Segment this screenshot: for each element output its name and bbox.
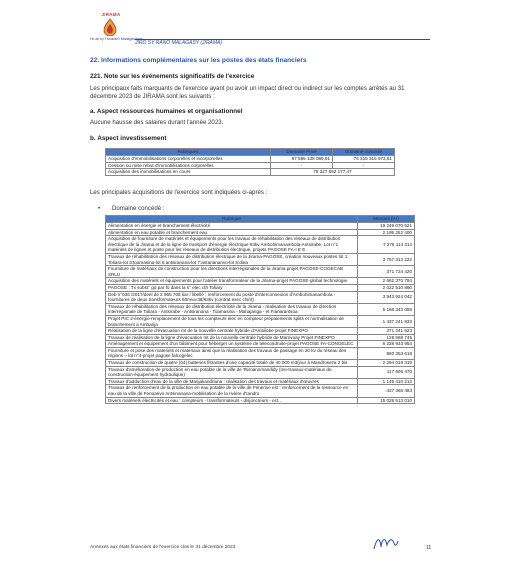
bullet-item xyxy=(98,205,165,212)
row-label: Travaux de réhabilitation des réseaux de distribution électricité de la Jirama - réalisation des travaux de direction interrégionale de Toliara - Antsirabe - Antsiranana - Toamasina - Mahajanga - et Fianarantsoa xyxy=(106,303,358,315)
column-header: Rubrique xyxy=(106,216,358,223)
row-label: Acquisition de fourniture de matériels et équipements pour les travaux de réhabilitation des réseaux de distribution électrique de la Jirama et de la ligne de transport d'énergie électrique 63kv Ambohimanambola-Antsirabe. Lot n°1 matériels de lignes et poste pour les réseaux de distribution électrique, projets PAGOSE FA-I E E xyxy=(106,236,358,254)
table-row xyxy=(106,315,415,327)
table-row xyxy=(106,385,415,397)
flame-drop-icon xyxy=(100,18,120,36)
row-label: Acquisition d'immobilisations corporelles et incorporelles xyxy=(106,156,271,163)
row-amount: 15 028 513 010 xyxy=(358,397,415,404)
column-header: Domaine concédé xyxy=(333,149,395,156)
table-row xyxy=(106,162,395,169)
logo-tagline: Ho an'ny Fivoaran'i Madagasikara xyxy=(90,37,143,41)
row-label: Cession ou mise rebut d'immobilisations corporelles xyxy=(106,162,271,169)
row-label: Divers matériels électricités et eau : compteurs - transformateurs - disjoncteurs - ect... xyxy=(106,397,358,404)
column-header: Domaine Privé xyxy=(271,149,333,156)
table-row xyxy=(106,397,415,404)
row-amount: 2 195 252 400 xyxy=(358,229,415,236)
row-amount: 2 662 370 784 xyxy=(358,278,415,285)
table-row xyxy=(106,229,415,236)
acquisitions-intro: Les principales acquisitions de l'exercice sont indiquées ci-après : xyxy=(90,189,268,196)
row-amount: 1 437 241 833 xyxy=(358,315,415,327)
row-amount: 5 168 343 059 xyxy=(358,303,415,315)
table-row xyxy=(106,303,415,315)
signature-mark xyxy=(372,533,400,558)
table-row xyxy=(106,291,415,303)
row-amount: 3 943 924 042 xyxy=(358,291,415,303)
header-title: JIRO SY RANO MALAGASY (JIRAMA) xyxy=(135,40,223,46)
row-label: Acquisition des matériels et équipements pour l'atelier transformateur de la Jirama-projet PAGOSE-global technologie xyxy=(106,278,358,285)
section-title: 22. Informations complémentaires sur les postes des états financiers xyxy=(90,57,307,64)
row-label: Alimentation en énergie et branchement électricité xyxy=(106,223,358,230)
table-row xyxy=(106,360,415,367)
row-amount: 128 568 745 xyxy=(358,334,415,341)
table-row xyxy=(106,266,415,278)
column-header: Montant (Ar) xyxy=(358,216,415,223)
row-label: Travaux d'amélioration de production en eau potable de la ville de Tsiroanomandidy (mo-travaux-matériaux de construction-équipement hydraulique) xyxy=(106,366,358,378)
row-amount: 7 275 114 314 xyxy=(358,236,415,254)
bullet-label: Domaine concédé : xyxy=(112,205,165,212)
aspect-a-text: Aucune hausse des salaires durant l'année 2023. xyxy=(90,119,224,126)
cell-value: 67 595 138 089,91 xyxy=(271,156,333,163)
section-subtitle: 221. Note sur les événements significatifs de l'exercice xyxy=(90,73,255,80)
table-row xyxy=(106,328,415,335)
row-label: Travaux de construction de quatre (04) batteries filtrantes d'une capacité totale de 40 000 m3/jour à Mandroseza 2 bis xyxy=(106,360,358,367)
row-label: Alimentation en eau potable et branchement eau xyxy=(106,229,358,236)
cell-value: 76 315 315 973,61 xyxy=(333,156,395,163)
cell-value: - xyxy=(271,162,333,169)
investment-table xyxy=(105,148,395,176)
row-label: Deb n°036 /2017/deel de 2 965 706 kar / libellé : renforcement du poste d'interconnexion d'Ambohimanambola -fournitures de deux transformateurs 60mva-38/63kv (contrat exec chint) xyxy=(106,291,358,303)
aspect-b-heading: b. Aspect investissement xyxy=(90,135,167,142)
row-label: PAGOSE : Tx subst° go par fo dans la s° elec cth Toliary xyxy=(106,284,358,291)
row-amount: 3 757 313 222 xyxy=(358,253,415,265)
row-amount: 1 145 410 213 xyxy=(358,378,415,385)
table-row xyxy=(106,169,395,176)
jirama-logo xyxy=(90,12,143,42)
row-label: Travaux d'adduction d'eau de la ville de Manjakandriana : réalisation des travaux et matériaux d'œuvres xyxy=(106,378,358,385)
row-label: Travaux de réalisation de la ligne d'évacuation mt de la nouvelle centrale hybride de Marovoay Projet FINEXPO xyxy=(106,334,358,341)
row-label: Travaux de réhabilitation des réseaux de distribution électrique de la Jirama-PAGOSE, création nouveaux postes lot 1: Toliara-lot 3:toamasina-lot 6:antsiranana-lot 7:antananarivo-lot 8:diea xyxy=(106,253,358,265)
table-row xyxy=(106,156,395,163)
cell-value: 76 327 652 177,47 xyxy=(271,169,395,176)
intro-paragraph: Les principaux faits marquants de l'exercice ayant pu avoir un impact direct ou indirect sur les comptes arrêtés au 31 décembre 2023 de JIRAMA sont les suivants : xyxy=(90,85,405,100)
domain-concede-table xyxy=(105,215,415,404)
row-amount: 6 228 933 954 xyxy=(358,341,415,348)
row-label: Fourniture et pose des materiels et materiaux ainsi que la réalisation des travaux de passage en 20 kv du réseau des régions – lot n°4-projet pagose falcogelec xyxy=(106,347,358,359)
row-label: Fourniture de matériaux de construction pour les directions interrégionales de la Jirama projet PAGOSE-COGECAB SRLU xyxy=(106,266,358,278)
column-header: Rubriques xyxy=(106,149,271,156)
logo-text: JIRAMA xyxy=(101,12,121,17)
row-amount: 19 249 070 521 xyxy=(358,223,415,230)
table-row xyxy=(106,378,415,385)
row-amount: 2 294 019 319 xyxy=(358,360,415,367)
row-amount: 117 906 470 xyxy=(358,366,415,378)
row-label: Réalisation de la ligne d'évacuation mt de la nouvelle centrale hybride d'Ambilobe projet FINEXPO xyxy=(106,328,358,335)
row-amount: 437 365 483 xyxy=(358,385,415,397)
aspect-a-heading: a. Aspect ressources humaines et organisationnel xyxy=(90,108,243,115)
table-row xyxy=(106,334,415,341)
page-number: 11 xyxy=(426,545,432,551)
table-row xyxy=(106,253,415,265)
cell-value: - xyxy=(333,162,395,169)
row-amount: 2 022 510 860 xyxy=(358,284,415,291)
table-row xyxy=(106,341,415,348)
table-row xyxy=(106,223,415,230)
table-header-row xyxy=(106,149,395,156)
row-amount: 860 353 618 xyxy=(358,347,415,359)
row-label: Acquisition des immobilisations en cours xyxy=(106,169,271,176)
table-row xyxy=(106,284,415,291)
table-row xyxy=(106,236,415,254)
table-row xyxy=(106,347,415,359)
bullet-icon: • xyxy=(98,205,101,212)
row-amount: 271 241 523 xyxy=(358,328,415,335)
row-label: Aménagement et équipement d'un bâtiment pour héberger un système de telecondruite-projet PAGOSE FA-CONGELEC xyxy=(106,341,358,348)
table-row xyxy=(106,278,415,285)
row-amount: 371 724 420 xyxy=(358,266,415,278)
row-label: Travaux de renforcement de la production en eau potable de la ville de Fenerive est : renforcement de la ressource en eau de la ville de Fenoarivo Antsinanana-mobilisation de la rivière d'Iandro xyxy=(106,385,358,397)
table-header-row xyxy=(106,216,415,223)
row-label: Projet PIC 2-énergie-remplacement de tous les compteurs elec en compteur prépaiements splits et normalisation de branchement a Ambanja xyxy=(106,315,358,327)
footer-text: Annexes aux états financiers de l'exercice clos le 31 décembre 2023 xyxy=(90,545,236,550)
table-row xyxy=(106,366,415,378)
